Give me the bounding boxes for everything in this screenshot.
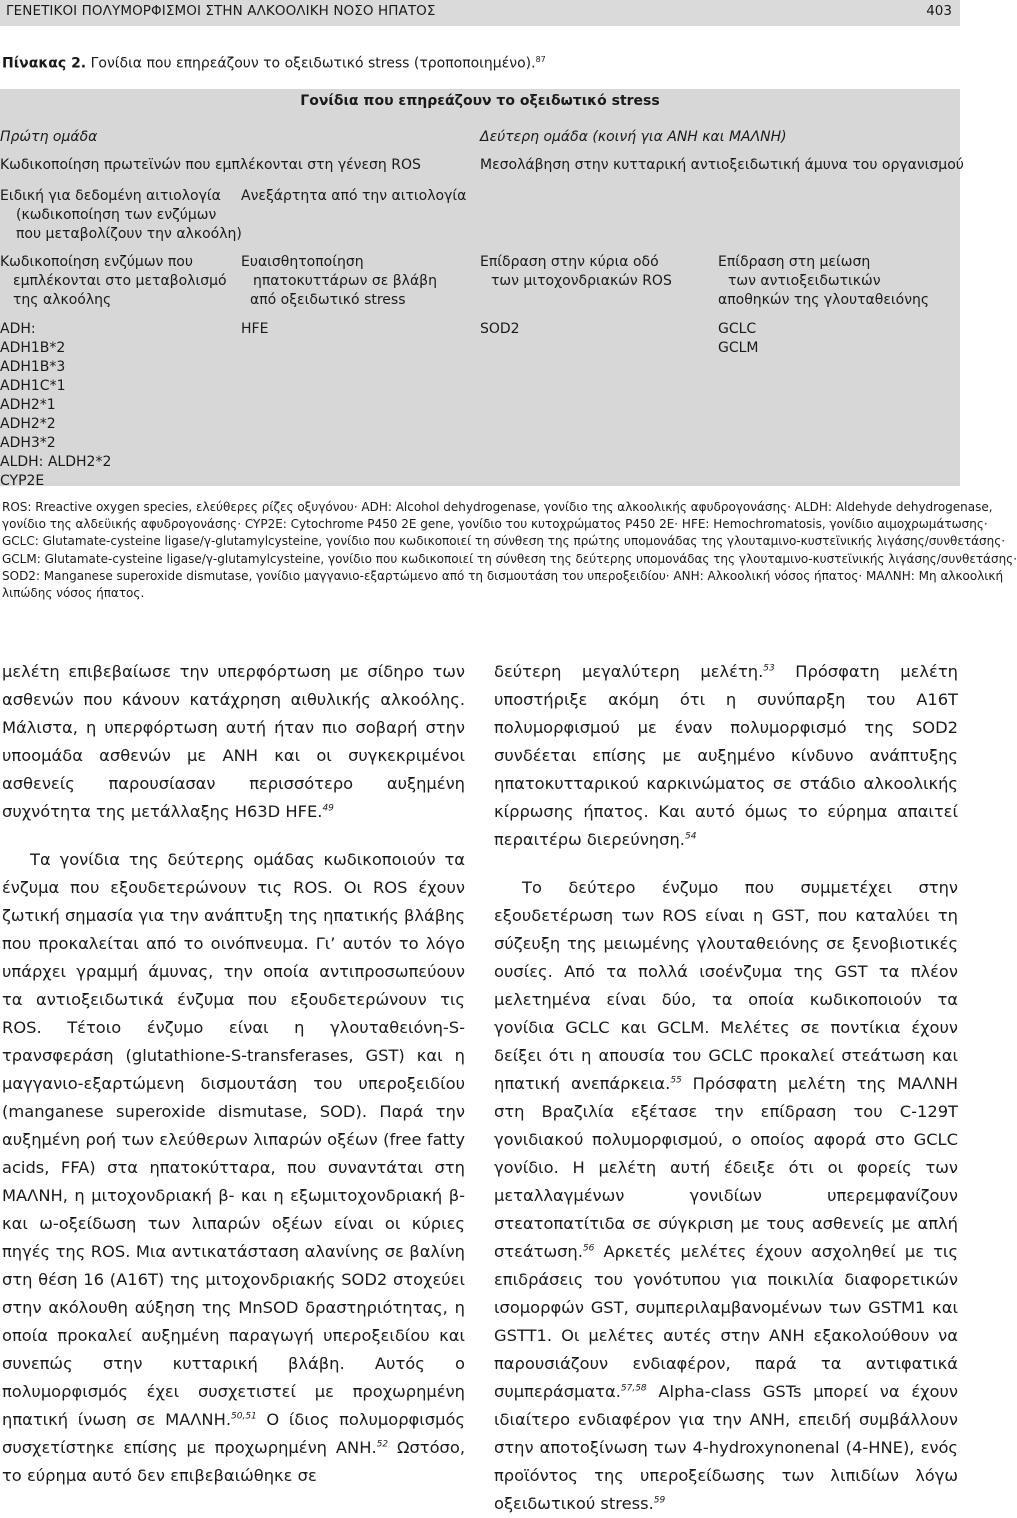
- gene-value: ADH1B*3: [0, 359, 66, 375]
- group2-title: Δεύτερη ομάδα (κοινή για ΑΝΗ και ΜΑΛΝΗ): [480, 129, 787, 145]
- citation-ref: 49: [322, 803, 334, 814]
- paragraph-text: Ο ίδιος πολυμορφισμός συσχετίστηκε επίσης με προχωρημένη ΑΝΗ.: [2, 1410, 465, 1457]
- subgroup-specific-line: Ειδική για δεδομένη αιτιολογία: [0, 188, 221, 204]
- footnote-line: GCLC: Glutamate-cysteine ligase/γ-glutamylcysteine, γονίδιο που κωδικοποιεί τη σύνθεση της πρώτης υπομονάδας της γλουταμινο-κυστεϊνικής λιγάσης/συνθετάσης·: [2, 534, 1006, 549]
- group2-description: Μεσολάβηση στην κυτταρική αντιοξειδωτική άμυνα του οργανισμού: [480, 157, 964, 173]
- col-head-line: Κωδικοποίηση ενζύμων που: [0, 254, 193, 270]
- paragraph: [2, 846, 465, 1490]
- paragraph: [494, 874, 958, 1518]
- gene-value: ADH2*2: [0, 416, 56, 432]
- paragraph-text: Τα γονίδια της δεύτερης ομάδας κωδικοποιούν τα ένζυμα που εξουδετερώνουν τις ROS. Οι ROS έχουν ζωτική σημασία για την ανάπτυξη της ηπατικής βλάβης που προκαλείται από το οινόπνευμα. Γι’ αυτόν το λόγο υπάρχει γραμμή άμυνας, την οποία αντιπροσωπεύουν τα αντιοξειδωτικά ένζυμα που εξουδετερώνουν τις ROS. Τέτοιο ένζυμο είναι η γλουταθειόνη-S-τρανσφεράση (glutathione-S-transferases, GST) και η μαγγανιο-εξαρτώμενη δισμουτάση του υπεροξειδίου (manganese superoxide dismutase, SOD). Παρά την αυξημένη ροή των ελεύθερων λιπαρών οξέων (free fatty acids, FFA) στα ηπατοκύτταρα, που συναντάται στη ΜΑΛΝΗ, η μιτοχονδριακή β- και η εξωμιτοχονδριακή β- και ω-οξείδωση των λιπαρών οξέων είναι οι κύριες πηγές της ROS. Μια αντικατάσταση αλανίνης σε βαλίνη στη θέση 16 (A16T) της μιτοχονδριακής SOD2 στοχεύει στην ακόλουθη αύξηση της MnSOD δραστηριότητας, η οποία προκαλεί αυξημένη παραγωγή υπεροξειδίου και συνεπώς στην κυτταρική βλάβη. Αυτός ο πολυμορφισμός έχει συσχετιστεί με προχωρημένη ηπατική ίνωση σε ΜΑΛΝΗ.: [2, 850, 465, 1429]
- gene-value: GCLM: [718, 340, 759, 356]
- gene-value: ALDH: ALDH2*2: [0, 454, 112, 470]
- paragraph-text: Πρόσφατη μελέτη της ΜΑΛΝΗ στη Βραζιλία εξέτασε την επίδραση του C-129T γονιδιακού πολυμορφισμού, ο οποίος αφορά στο GCLC γονίδιο. Η μελέτη αυτή έδειξε ότι οι φορείς των μεταλλαγμένων γονιδίων υπερεμφανίζουν στεατοπατίτιδα σε σύγκριση με τους ασθενείς με απλή στεάτωση.: [494, 1074, 958, 1261]
- running-header: [0, 0, 960, 26]
- col-head-line: της αλκοόλης: [13, 292, 112, 308]
- table-banner: Γονίδια που επηρεάζουν το οξειδωτικό stress: [300, 93, 660, 109]
- group1-description: Κωδικοποίηση πρωτεϊνών που εμπλέκονται στη γένεση ROS: [0, 157, 421, 173]
- subgroup-specific-line: (κωδικοποίηση των ενζύμων: [16, 207, 217, 223]
- gene-value: ADH:: [0, 321, 36, 337]
- col-head-line: Επίδραση στη μείωση: [718, 254, 871, 270]
- paragraph-text: Αρκετές μελέτες έχουν ασχοληθεί με τις επιδράσεις του γονότυπου για ποικιλία διαφορετικών ισομορφών GST, συμπεριλαμβανομένων των GSTM1 και GSTT1. Οι μελέτες αυτές στην ΑΝΗ εξακολούθουν να παρουσιάζουν ενδιαφέρον, παρά τα αντιφατικά συμπεράσματα.: [494, 1242, 958, 1401]
- table-caption-label: Πίνακας 2.: [2, 55, 87, 72]
- table-caption: [2, 55, 546, 72]
- gene-value: ADH1B*2: [0, 340, 66, 356]
- genes-table: [0, 89, 964, 489]
- footnote-line: GCLM: Glutamate-cysteine ligase/γ-glutamylcysteine, γονίδιο που κωδικοποιεί τη σύνθεση της δεύτερης υπομονάδας της γλουταμινο-κυστεϊνικής λιγάσης/συνθετάσης·: [2, 551, 1017, 566]
- citation-ref: 53: [763, 663, 775, 674]
- table-caption-ref: 87: [535, 55, 546, 64]
- col-head-line: των μιτοχονδριακών ROS: [491, 273, 672, 289]
- paragraph-text: Ωστόσο, το εύρημα αυτό δεν επιβεβαιώθηκε σε: [2, 1438, 465, 1485]
- paragraph-text: Alpha-class GSTs μπορεί να έχουν ιδιαίτερο ενδιαφέρον για την ΑΝΗ, επειδή συμβάλλουν στην αποτοξίνωση των 4-hydroxynonenal (4-HNE), ενός προϊόντος της υπεροξείδωσης των λιπιδίων λόγω οξειδωτικού stress.: [494, 1382, 958, 1513]
- col-head-line: Ευαισθητοποίηση: [241, 254, 364, 270]
- citation-ref: 55: [670, 1075, 682, 1086]
- body-column-left: [2, 658, 465, 1490]
- group1-title: Πρώτη ομάδα: [0, 129, 98, 145]
- citation-ref: 57,58: [620, 1383, 647, 1394]
- gene-value: ADH2*1: [0, 397, 56, 413]
- col-head-line: αποθηκών της γλουταθειόνης: [718, 292, 930, 308]
- gene-value: HFE: [241, 321, 269, 337]
- col-head-line: εμπλέκονται στο μεταβολισμό: [13, 273, 227, 289]
- footnote-line: SOD2: Manganese superoxide dismutase, γονίδιο μαγγανιο-εξαρτώμενο από τη δισμουτάση του υπεροξειδίου· ΑΝΗ: Αλκοολική νόσος ήπατος· ΜΑΛΝΗ: Μη αλκοολική: [2, 568, 1004, 583]
- footnote-line: ROS: Rreactive oxygen species, ελεύθερες ρίζες οξυγόνου· ADH: Alcohol dehydrogenase, γονίδιο της αλκοολικής αφυδρογονάσης· ALDH: Aldehyde dehydrogenase,: [2, 500, 993, 514]
- running-title: ΓΕΝΕΤΙΚΟΙ ΠΟΛΥΜΟΡΦΙΣΜΟΙ ΣΤΗΝ ΑΛΚΟΟΛΙΚΗ ΝΟΣΟ ΗΠΑΤΟΣ: [6, 3, 436, 19]
- gene-value: ADH3*2: [0, 435, 56, 451]
- citation-ref: 56: [582, 1243, 595, 1254]
- col-head-line: ηπατοκυττάρων σε βλάβη: [253, 273, 437, 289]
- col-head-line: των αντιοξειδωτικών: [728, 273, 881, 289]
- page-number: 403: [926, 3, 952, 19]
- body-column-right: [494, 658, 958, 1518]
- table-footnotes: [2, 499, 1017, 602]
- gene-value: GCLC: [718, 321, 757, 337]
- col-head-line: από οξειδωτικό stress: [250, 292, 406, 308]
- subgroup-specific-line: που μεταβολίζουν την αλκοόλη): [16, 226, 242, 242]
- paragraph-text: Πρόσφατη μελέτη υποστήριξε ακόμη ότι η συνύπαρξη του A16T πολυμορφισμού με έναν πολυμορφισμό της SOD2 συνδέεται επίσης με αυξημένο κίνδυνο ανάπτυξης ηπατοκυτταρικού καρκινώματος σε στάδιο αλκοολικής κίρρωσης ήπατος. Και αυτό όμως το εύρημα απαιτεί περαιτέρω διερεύνηση.: [494, 662, 958, 849]
- paragraph-text: δεύτερη μεγαλύτερη μελέτη.: [494, 662, 764, 681]
- gene-value: ADH1C*1: [0, 378, 66, 394]
- footnote-line: λιπώδης νόσος ήπατος.: [2, 586, 145, 601]
- citation-ref: 59: [653, 1495, 666, 1506]
- citation-ref: 50,51: [231, 1411, 257, 1422]
- citation-ref: 52: [376, 1439, 389, 1450]
- footnote-line: γονίδιο της αλδεϋικής αφυδρογονάσης· CYP2E: Cytochrome P450 2E gene, γονίδιο του κυτοχρώματος P450 2E· HFE: Hemochromatosis, γονίδιο αιμοχρωμάτωσης·: [2, 517, 988, 532]
- subgroup-independent: Ανεξάρτητα από την αιτιολογία: [241, 188, 467, 204]
- paragraph: [494, 658, 958, 854]
- table-caption-text: Γονίδια που επηρεάζουν το οξειδωτικό stress (τροποποιημένο).: [86, 55, 536, 72]
- paragraph-text: Το δεύτερο ένζυμο που συμμετέχει στην εξουδετέρωση των ROS είναι η GST, που καταλύει τη σύζευξη της μειωμένης γλουταθειόνης σε ξενοβιοτικές ουσίες. Από τα πολλά ισοένζυμα της GST τα πλέον μελετημένα είναι δύο, τα οποία κωδικοποιούν τα γονίδια GCLC και GCLM. Μελέτες σε ποντίκια έχουν δείξει ότι η απουσία του GCLC προκαλεί στεάτωση και ηπατική ανεπάρκεια.: [494, 878, 958, 1093]
- citation-ref: 54: [684, 831, 697, 842]
- col-head-line: Επίδραση στην κύρια οδό: [480, 254, 659, 270]
- paragraph: [2, 658, 465, 826]
- gene-value: CYP2E: [0, 473, 45, 489]
- paragraph-text: μελέτη επιβεβαίωσε την υπερφόρτωση με σίδηρο των ασθενών που κάνουν κατάχρηση αιθυλικής αλκοόλης. Μάλιστα, η υπερφόρτωση αυτή ήταν πιο σοβαρή στην υποομάδα ασθενών με ΑΝΗ και οι συγκεκριμένοι ασθενείς παρουσίασαν περισσότερο αυξημένη συχνότητα της μετάλλαξης H63D HFE.: [2, 662, 465, 821]
- gene-value: SOD2: [480, 321, 520, 337]
